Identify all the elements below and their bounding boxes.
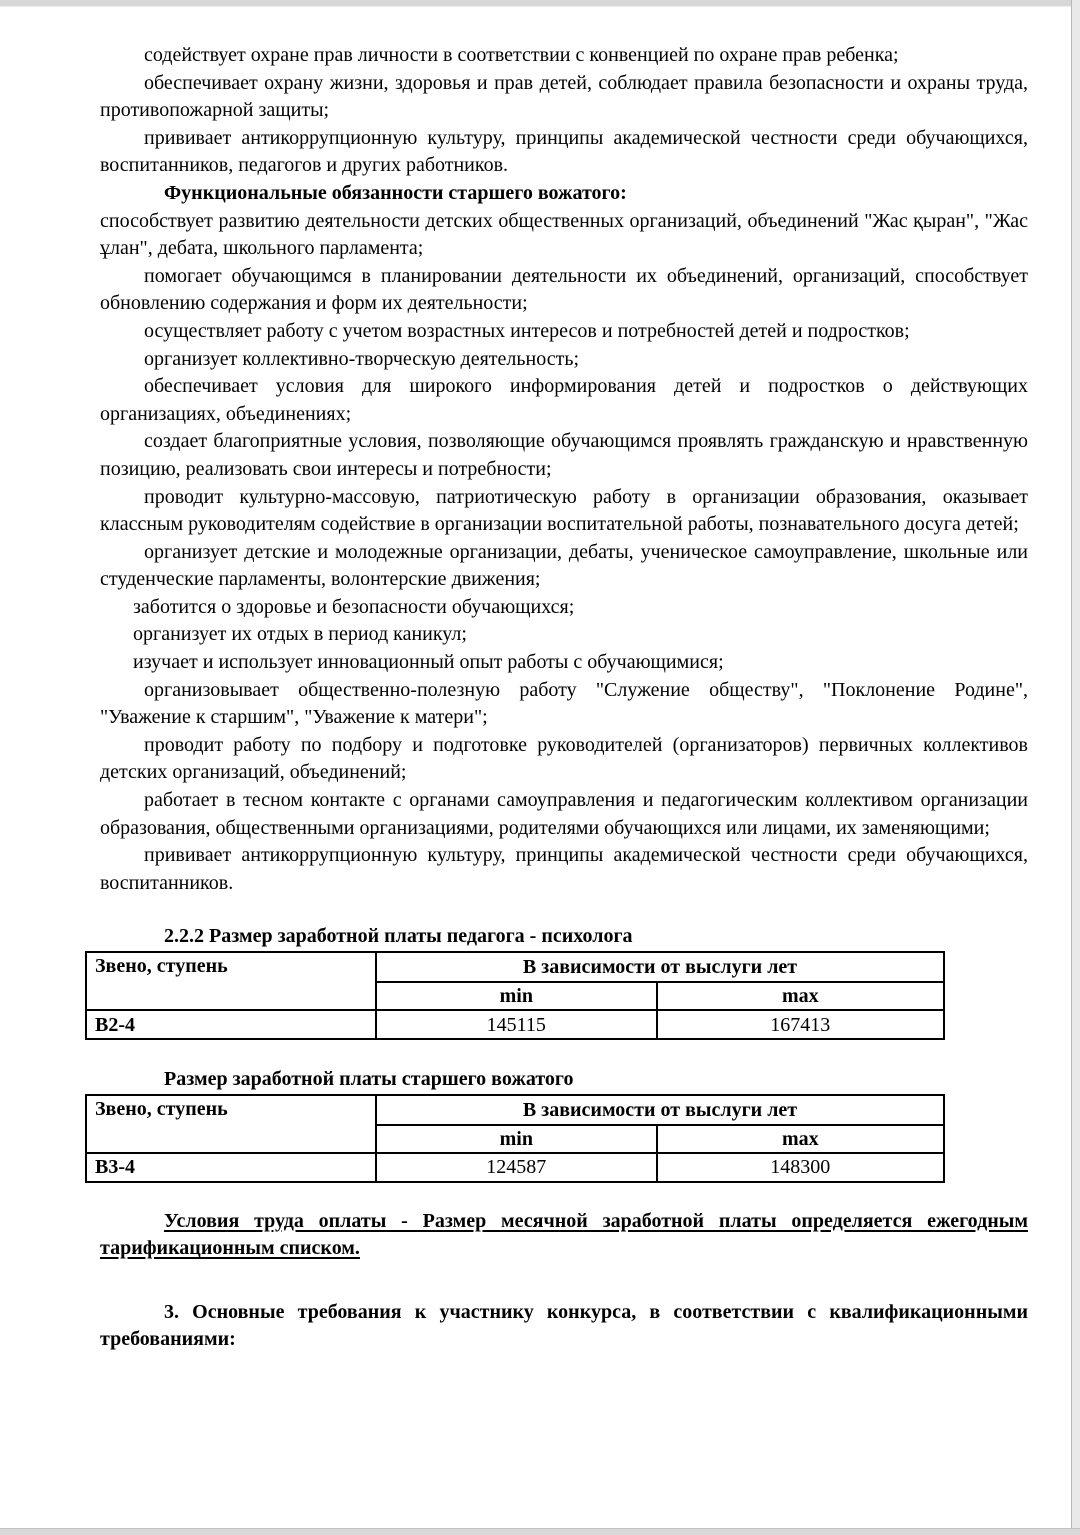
body-paragraph: организовывает общественно-полезную работу "Служение обществу", "Поклонение Родине", "Уважение к старшим", "Уважение к матери"; — [100, 678, 1028, 729]
body-paragraph: проводит работу по подбору и подготовке руководителей (организаторов) первичных коллективов детских организаций, объединений; — [100, 733, 1028, 784]
counselor-salary-table-title: Размер заработной платы старшего вожатого — [164, 1068, 574, 1090]
table-row — [86, 1153, 944, 1182]
body-paragraph: помогает обучающимся в планировании деятельности их объединений, организаций, способствует обновлению содержания и форм их деятельности; — [100, 264, 1028, 315]
column-header-level: Звено, ступень — [86, 1095, 376, 1153]
column-header-max: max — [657, 982, 944, 1010]
body-paragraph: прививает антикоррупционную культуру, принципы академической честности среди обучающихся, воспитанников, педагогов и других работников. — [100, 126, 1028, 177]
document-content — [95, 42, 1028, 1354]
body-paragraph: способствует развитию деятельности детских общественных организаций, объединений "Жас қыран", "Жас ұлан", дебата, школьного парламента; — [100, 209, 1028, 260]
body-paragraph: организует детские и молодежные организации, дебаты, ученическое самоуправление, школьные или студенческие парламенты, волонтерские движения; — [100, 540, 1028, 591]
counselor-salary-table — [85, 1094, 945, 1183]
column-header-level: Звено, ступень — [86, 952, 376, 1010]
body-paragraph: содействует охране прав личности в соответствии с конвенцией по охране прав ребенка; — [144, 44, 899, 66]
body-paragraph: обеспечивает охрану жизни, здоровья и прав детей, соблюдает правила безопасности и охраны труда, противопожарной защиты; — [100, 71, 1028, 122]
duties-heading: Функциональные обязанности старшего вожатого: — [164, 181, 627, 204]
body-paragraph: заботится о здоровье и безопасности обучающихся; — [133, 595, 575, 618]
body-paragraph: изучает и использует инновационный опыт работы с обучающимися; — [133, 651, 724, 674]
body-paragraph: организует коллективно-творческую деятельность; — [144, 347, 579, 370]
body-paragraph: прививает антикоррупционную культуру, принципы академической честности среди обучающихся, воспитанников. — [100, 844, 1028, 894]
body-paragraph: работает в тесном контакте с органами самоуправления и педагогическим коллективом организации образования, общественными организациями, родителями обучающихся или лицами, их заменяющими; — [100, 789, 1028, 839]
body-paragraph: осуществляет работу с учетом возрастных интересов и потребностей детей и подростков; — [144, 319, 910, 342]
column-header-max: max — [657, 1125, 944, 1153]
body-paragraph: обеспечивает условия для широкого информирования детей и подростков о действующих организациях, объединениях; — [100, 375, 1028, 425]
level-cell: В3-4 — [86, 1153, 376, 1182]
psychologist-salary-table-title: 2.2.2 Размер заработной платы педагога - психолога — [164, 925, 633, 948]
max-salary-cell: 167413 — [657, 1010, 944, 1039]
max-salary-cell: 148300 — [657, 1153, 944, 1182]
column-header-min: min — [376, 1125, 657, 1153]
level-cell: В2-4 — [86, 1010, 376, 1039]
table-header-row — [86, 1095, 944, 1125]
min-salary-cell: 124587 — [376, 1153, 657, 1182]
page-edge-top — [0, 0, 1080, 7]
page-edge-right — [1071, 0, 1080, 1535]
body-paragraph: создает благоприятные условия, позволяющие обучающимся проявлять гражданскую и нравственную позицию, реализовать свои интересы и потребности; — [100, 430, 1028, 480]
column-header-group: В зависимости от выслуги лет — [376, 952, 944, 982]
pay-conditions-statement: Условия труда оплаты - Размер месячной заработной платы определяется ежегодным тарификационным списком. — [100, 1209, 1028, 1260]
min-salary-cell: 145115 — [376, 1010, 657, 1039]
psychologist-salary-table — [85, 951, 945, 1040]
body-paragraph: организует их отдых в период каникул; — [133, 623, 467, 646]
body-paragraph: проводит культурно-массовую, патриотическую работу в организации образования, оказывает классным руководителям содействие в организации воспитательной работы, познавательного досуга детей; — [100, 485, 1028, 536]
table-header-row — [86, 952, 944, 982]
section-3-heading: 3. Основные требования к участнику конкурса, в соответствии с квалификационными требованиями: — [100, 1300, 1028, 1351]
page-edge-bottom — [0, 1528, 1080, 1535]
table-row — [86, 1010, 944, 1039]
column-header-group: В зависимости от выслуги лет — [376, 1095, 944, 1125]
column-header-min: min — [376, 982, 657, 1010]
